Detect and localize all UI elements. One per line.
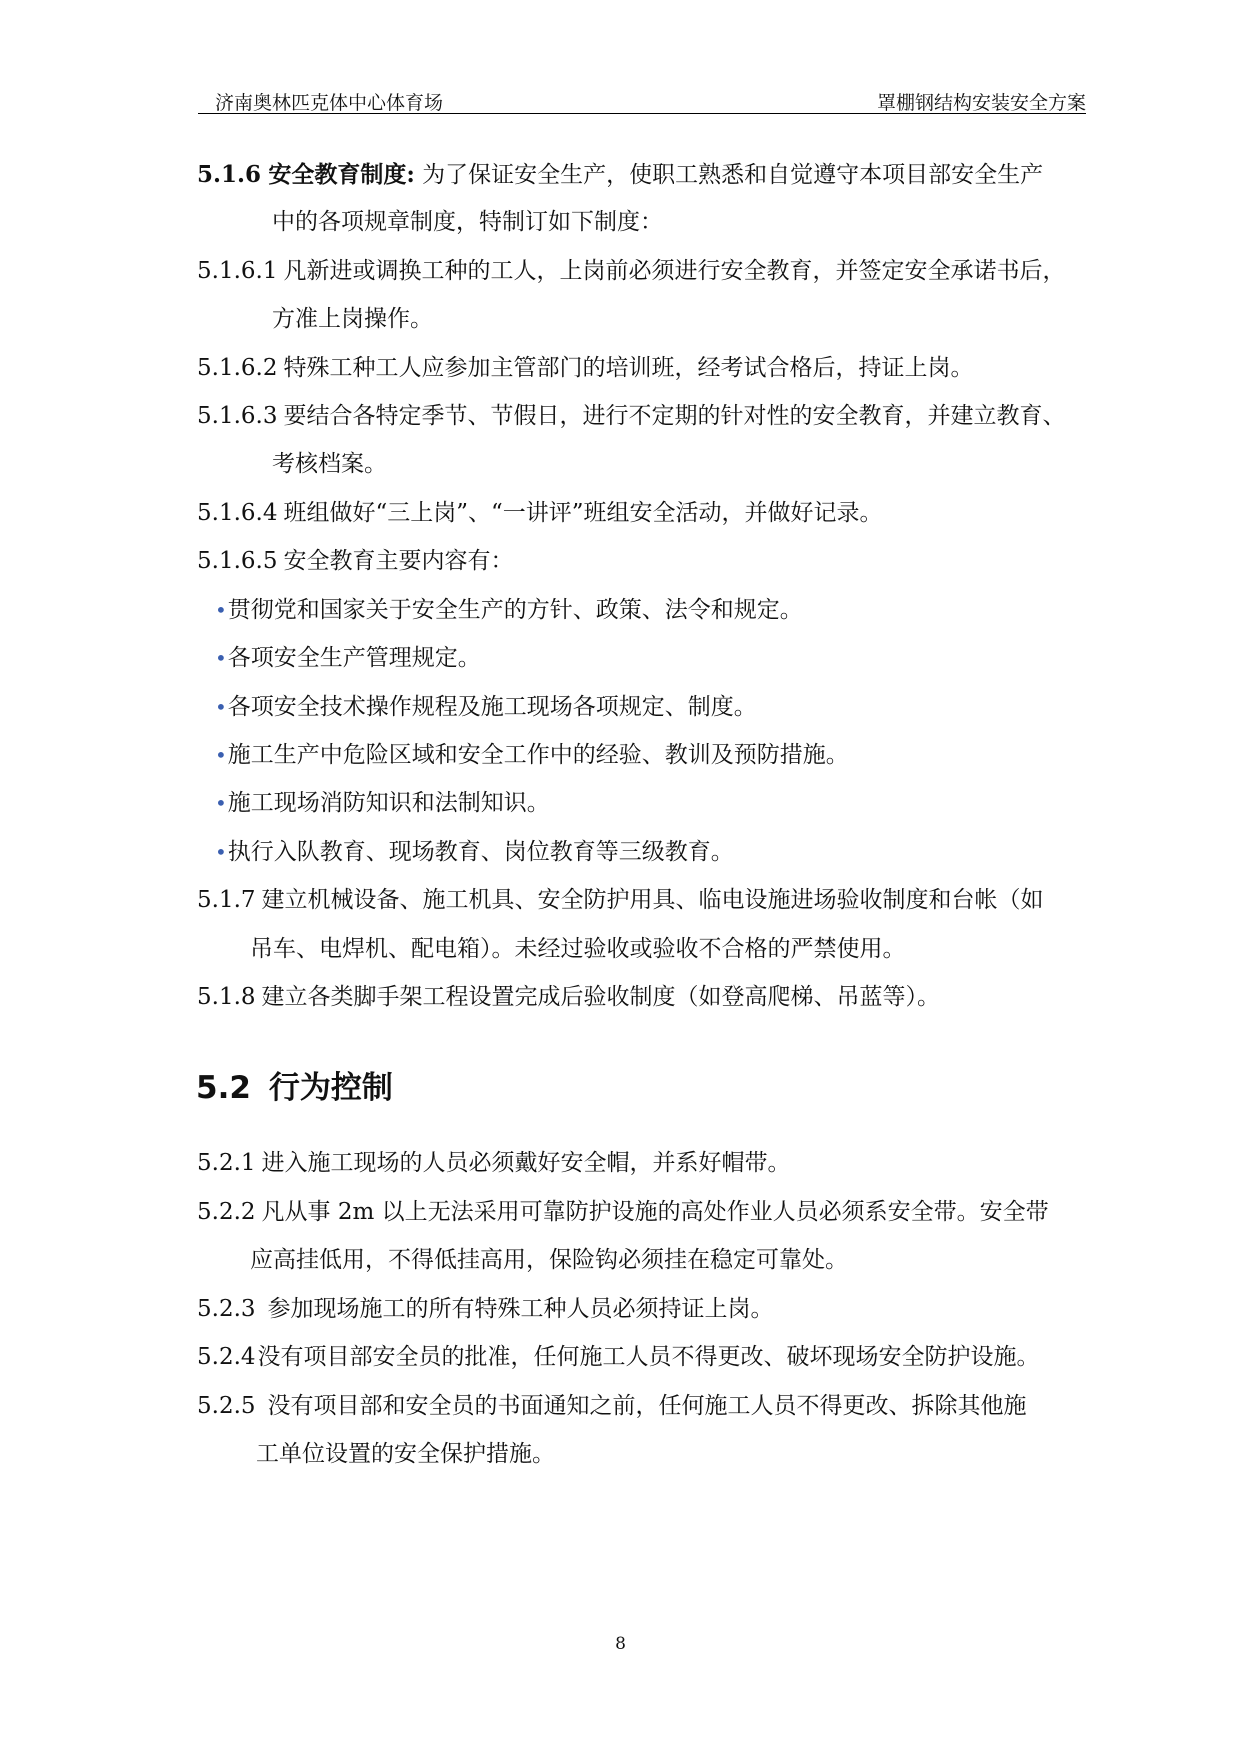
section-number: 5.2 bbox=[196, 1070, 251, 1106]
clause-text: 没有项目部安全员的批准，任何施工人员不得更改、破坏现场安全防护设施。 bbox=[257, 1344, 1040, 1370]
clause-text: 安全教育主要内容有： bbox=[283, 548, 514, 574]
page-number: 8 bbox=[615, 1634, 626, 1654]
paragraph-5-2-1 bbox=[197, 1148, 791, 1178]
clause-number: 5.1.6.1 bbox=[197, 258, 278, 284]
paragraph-5-1-6-4 bbox=[197, 498, 883, 528]
paragraph-5-2-2-line1 bbox=[197, 1197, 1049, 1227]
paragraph-5-2-5-line1 bbox=[197, 1391, 1027, 1421]
clause-number: 5.2.4 bbox=[197, 1344, 256, 1370]
list-item bbox=[215, 692, 757, 722]
clause-text: 建立各类脚手架工程设置完成后验收制度（如登高爬梯、吊蓝等）。 bbox=[261, 984, 941, 1010]
clause-number: 5.1.6.5 bbox=[197, 548, 278, 574]
list-item-text: 施工现场消防知识和法制知识。 bbox=[227, 790, 550, 816]
list-item bbox=[215, 643, 481, 673]
paragraph-5-1-6-1-line1 bbox=[197, 256, 1065, 286]
clause-text: 没有项目部和安全员的书面通知之前，任何施工人员不得更改、拆除其他施 bbox=[267, 1393, 1027, 1419]
list-item-text: 执行入队教育、现场教育、岗位教育等三级教育。 bbox=[227, 839, 734, 865]
bullet-icon: • bbox=[215, 743, 227, 767]
clause-number: 5.2.2 bbox=[197, 1199, 256, 1225]
clause-number: 5.1.6.4 bbox=[197, 500, 278, 526]
paragraph-5-2-2-line2: 应高挂低用，不得低挂高用，保险钩必须挂在稳定可靠处。 bbox=[250, 1247, 848, 1273]
list-item-text: 各项安全生产管理规定。 bbox=[227, 645, 481, 671]
header-divider bbox=[198, 113, 1086, 114]
paragraph-5-1-7-line2: 吊车、电焊机、配电箱）。未经过验收或验收不合格的严禁使用。 bbox=[250, 936, 906, 962]
list-item-text: 施工生产中危险区域和安全工作中的经验、教训及预防措施。 bbox=[227, 742, 849, 768]
paragraph-5-1-6-3-line2: 考核档案。 bbox=[272, 451, 387, 477]
clause-number: 5.1.6.3 bbox=[197, 403, 278, 429]
bullet-icon: • bbox=[215, 791, 227, 815]
bullet-icon: • bbox=[215, 840, 227, 864]
clause-text: 进入施工现场的人员必须戴好安全帽，并系好帽带。 bbox=[261, 1150, 791, 1176]
paragraph-5-1-6-line1 bbox=[197, 160, 1043, 190]
clause-number: 5.1.8 bbox=[197, 984, 256, 1010]
paragraph-5-1-6-1-line2: 方准上岗操作。 bbox=[272, 306, 433, 332]
list-item bbox=[215, 837, 734, 867]
paragraph-5-1-6-3-line1 bbox=[197, 401, 1065, 431]
clause-number: 5.2.5 bbox=[197, 1393, 256, 1419]
paragraph-5-1-6-5 bbox=[197, 546, 513, 576]
bullet-icon: • bbox=[215, 646, 227, 670]
list-item-text: 各项安全技术操作规程及施工现场各项规定、制度。 bbox=[227, 694, 757, 720]
list-item bbox=[215, 740, 849, 770]
header-project-name: 济南奥林匹克体中心体育场 bbox=[215, 92, 444, 114]
clause-number: 5.2.1 bbox=[197, 1150, 256, 1176]
list-item bbox=[215, 788, 550, 818]
clause-text: 参加现场施工的所有特殊工种人员必须持证上岗。 bbox=[267, 1296, 774, 1322]
list-item-text: 贯彻党和国家关于安全生产的方针、政策、法令和规定。 bbox=[227, 597, 803, 623]
clause-text: 建立机械设备、施工机具、安全防护用具、临电设施进场验收制度和台帐（如 bbox=[261, 887, 1044, 913]
bullet-icon: • bbox=[215, 695, 227, 719]
clause-number: 5.1.7 bbox=[197, 887, 256, 913]
clause-text: 班组做好“三上岗”、“一讲评”班组安全活动，并做好记录。 bbox=[283, 500, 883, 526]
paragraph-5-2-3 bbox=[197, 1294, 774, 1324]
paragraph-5-1-7-line1 bbox=[197, 885, 1044, 915]
paragraph-5-2-5-line2: 工单位设置的安全保护措施。 bbox=[256, 1441, 555, 1467]
clause-text: 凡从事 2m 以上无法采用可靠防护设施的高处作业人员必须系安全带。安全带 bbox=[261, 1199, 1049, 1225]
clause-number: 5.1.6 bbox=[197, 161, 262, 188]
paragraph-5-2-4 bbox=[197, 1342, 1040, 1372]
section-title: 行为控制 bbox=[268, 1070, 393, 1106]
clause-text: 为了保证安全生产，使职工熟悉和自觉遵守本项目部安全生产 bbox=[422, 162, 1044, 188]
clause-text: 要结合各特定季节、节假日，进行不定期的针对性的安全教育，并建立教育、 bbox=[283, 403, 1066, 429]
paragraph-5-1-6-2 bbox=[197, 353, 973, 383]
clause-title: 安全教育制度: bbox=[268, 161, 415, 188]
clause-text: 特殊工种工人应参加主管部门的培训班，经考试合格后，持证上岗。 bbox=[283, 355, 974, 381]
header-document-title: 罩棚钢结构安装安全方案 bbox=[876, 92, 1086, 114]
paragraph-5-1-8 bbox=[197, 982, 940, 1012]
list-item bbox=[215, 595, 803, 625]
section-heading-5-2 bbox=[196, 1062, 393, 1107]
paragraph-5-1-6-line2: 中的各项规章制度，特制订如下制度： bbox=[272, 209, 663, 235]
clause-text: 凡新进或调换工种的工人，上岗前必须进行安全教育，并签定安全承诺书后， bbox=[283, 258, 1066, 284]
clause-number: 5.2.3 bbox=[197, 1296, 256, 1322]
bullet-icon: • bbox=[215, 598, 227, 622]
clause-number: 5.1.6.2 bbox=[197, 355, 278, 381]
